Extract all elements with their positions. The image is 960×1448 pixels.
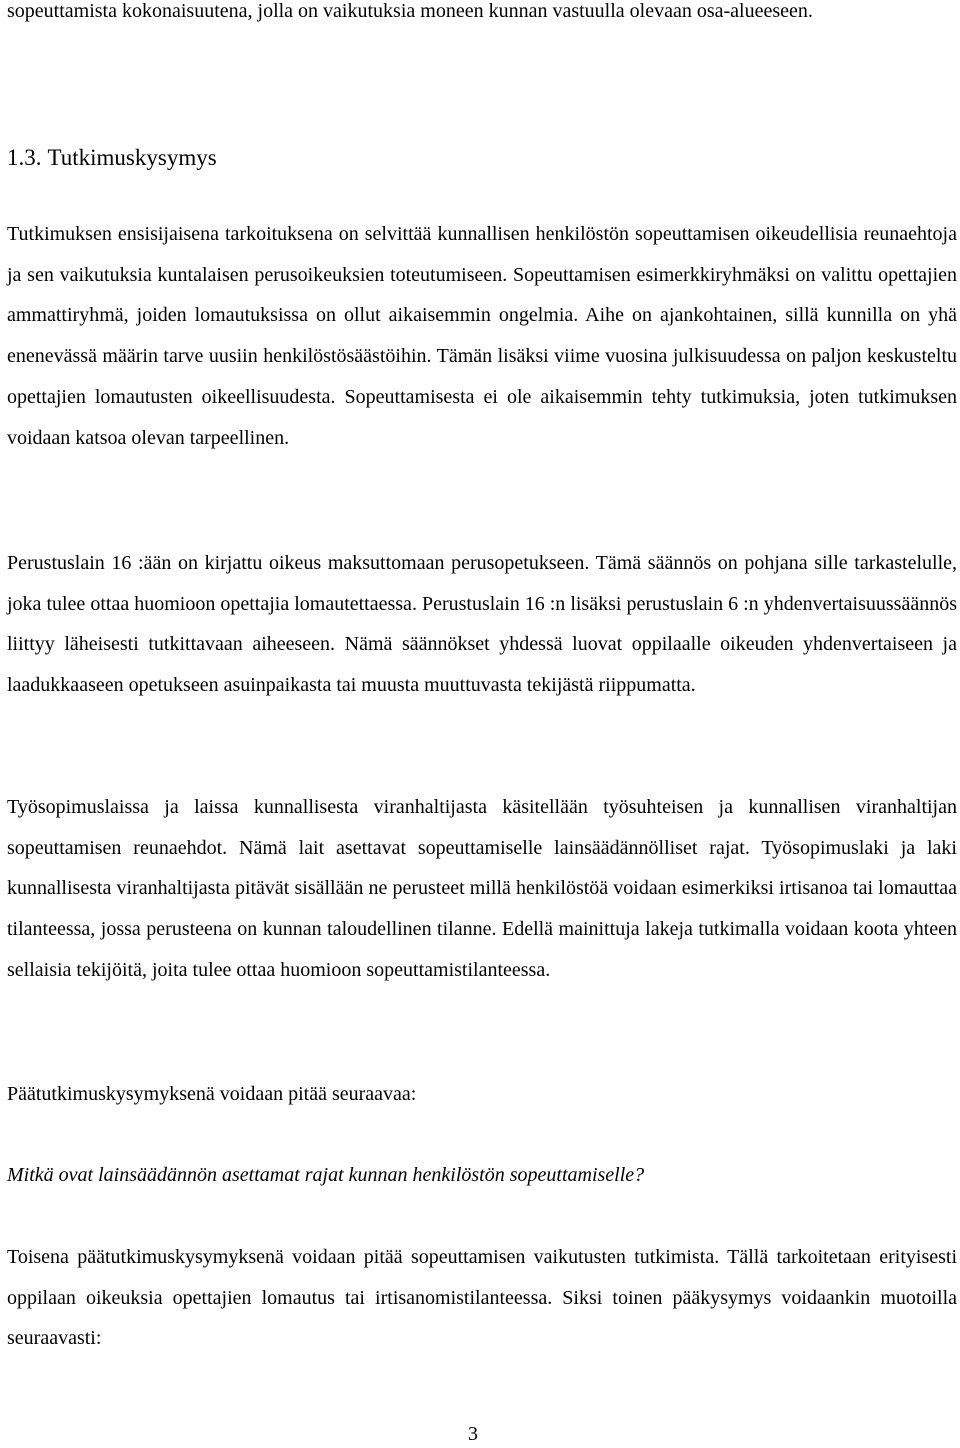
- main-research-question: Mitkä ovat lainsäädännön asettamat rajat kunnan henkilöstön sopeuttamiselle?: [7, 1164, 645, 1186]
- page-number: 3: [468, 1423, 478, 1445]
- paragraph-second-question: Toisena päätutkimuskysymyksenä voidaan pitää sopeuttamisen vaikutusten tutkimista. Tällä tarkoitetaan erityisesti oppilaan oikeuksia opettajien lomautus tai irtisanomistilanteessa. Siksi toinen pääkysymys voidaankin muotoilla seuraavasti:: [7, 1246, 957, 1350]
- section-title: Tutkimuskysymys: [47, 145, 217, 170]
- paragraph-main-question-intro: Päätutkimuskysymyksenä voidaan pitää seuraavaa:: [7, 1083, 417, 1105]
- section-heading: [7, 138, 217, 178]
- paragraph-research-purpose: Tutkimuksen ensisijaisena tarkoituksena on selvittää kunnallisen henkilöstön sopeuttamisen oikeudellisia reunaehtoja ja sen vaikutuksia kuntalaisen perusoikeuksien toteutumiseen. Sopeuttamisen esimerkkiryhmäksi on valittu opettajien ammattiryhmä, joiden lomautuksissa on ollut aikaisemmin ongelmia. Aihe on ajankohtainen, sillä kunnilla on yhä enenevässä määrin tarve uusiin henkilöstösäästöihin. Tämän lisäksi viime vuosina julkisuudessa on paljon keskusteltu opettajien lomautusten oikeellisuudesta. Sopeuttamisesta ei ole aikaisemmin tehty tutkimuksia, joten tutkimuksen voidaan katsoa olevan tarpeellinen.: [7, 223, 957, 449]
- document-page: [7, 0, 957, 1446]
- paragraph-employment-law: Työsopimuslaissa ja laissa kunnallisesta viranhaltijasta käsitellään työsuhteisen ja kunnallisen viranhaltijan sopeuttamisen reunaehdot. Nämä lait asettavat sopeuttamiselle lainsäädännölliset rajat. Työsopimuslaki ja laki kunnallisesta viranhaltijasta pitävät sisällään ne perusteet millä henkilöstöä voidaan esimerkiksi irtisanoa tai lomauttaa tilanteessa, jossa perusteena on kunnan taloudellinen tilanne. Edellä mainittuja lakeja tutkimalla voidaan koota yhteen sellaisia tekijöitä, joita tulee ottaa huomioon sopeuttamistilanteessa.: [7, 796, 957, 981]
- paragraph-constitution: Perustuslain 16 :ään on kirjattu oikeus maksuttomaan perusopetukseen. Tämä säännös on pohjana sille tarkastelulle, joka tulee ottaa huomioon opettajia lomautettaessa. Perustuslain 16 :n lisäksi perustuslain 6 :n yhdenvertaisuussäännös liittyy läheisesti tutkittavaan aiheeseen. Nämä säännökset yhdessä luovat oppilaalle oikeuden yhdenvertaiseen ja laadukkaaseen opetukseen asuinpaikasta tai muusta muuttuvasta tekijästä riippumatta.: [7, 552, 957, 697]
- section-number: 1.3.: [7, 145, 42, 170]
- paragraph-continuation: sopeuttamista kokonaisuutena, jolla on vaikutuksia moneen kunnan vastuulla olevaan osa-alueeseen.: [7, 0, 813, 22]
